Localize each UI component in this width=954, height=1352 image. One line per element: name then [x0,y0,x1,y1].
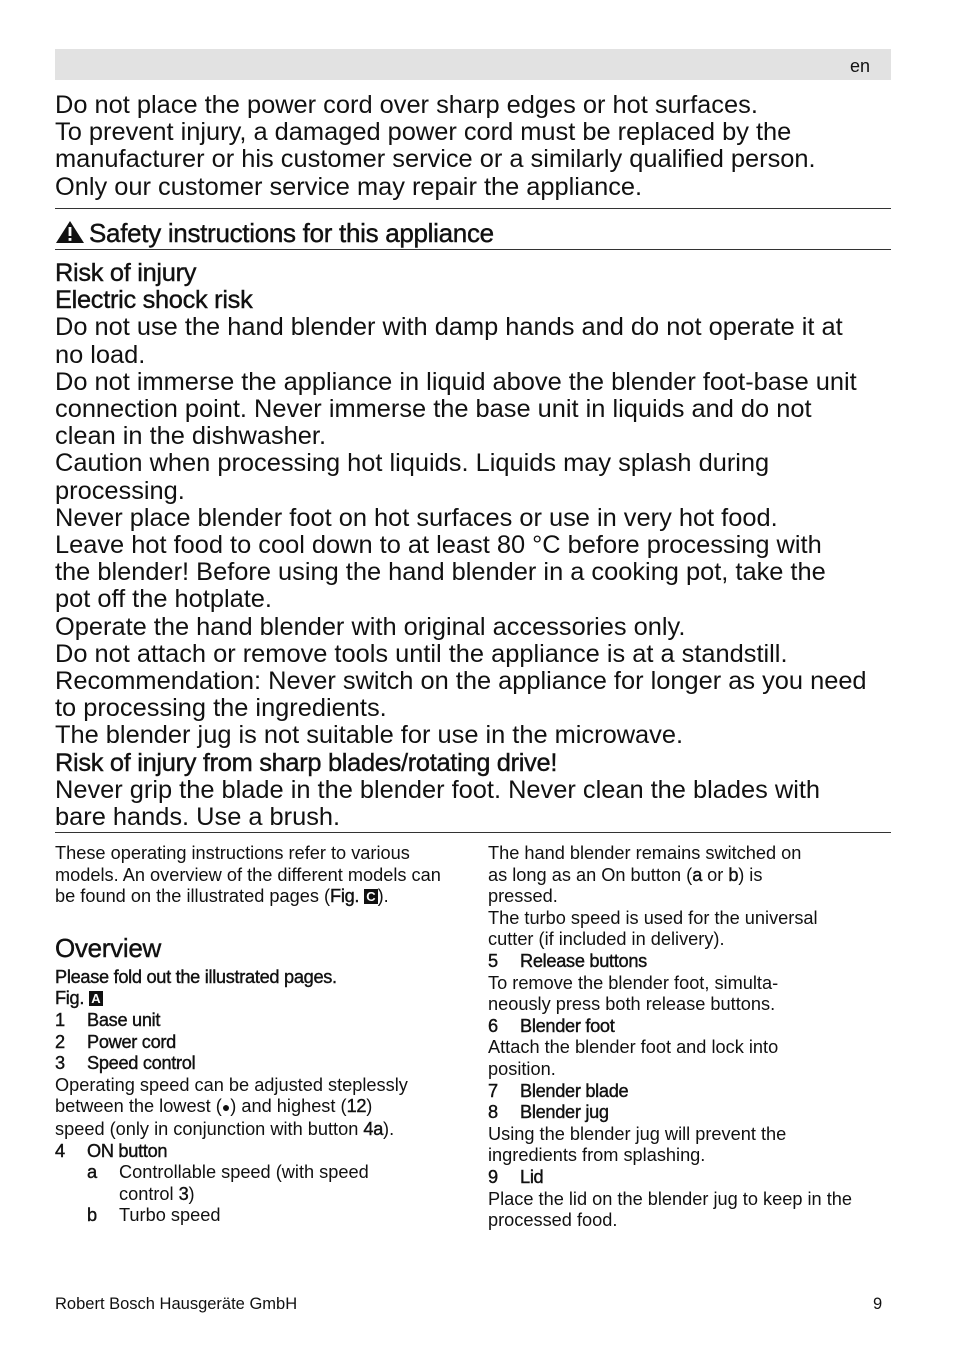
list-item: 5 Release buttons [488,950,647,971]
intro-paragraph: To prevent injury, a damaged power cord must be replaced by the manufacturer or his customer service or a similarly qualified person. [55,118,816,174]
risk-injury-heading: Risk of injury [55,259,197,287]
sub-item: b Turbo speed [87,1205,221,1226]
figure-letter-badge: C [366,889,376,905]
item-desc: Place the lid on the blender jug to keep in the processed food. [488,1188,853,1231]
header-bar [55,49,891,80]
figure-ref: Fig. A [55,988,101,1009]
intro-paragraph: Do not place the power cord over sharp edges or hot surfaces. [55,91,758,119]
list-item: 9 Lid [488,1166,544,1187]
list-item: 3 Speed control [55,1053,196,1074]
overview-title: Overview [55,932,161,963]
safety-paragraph: Do not use the hand blender with damp hands and do not operate it at no load. [55,313,843,369]
item-desc: Using the blender jug will prevent the ingredients from splashing. [488,1123,787,1166]
divider [55,249,891,250]
blades-paragraph: Never grip the blade in the blender foot. Never clean the blades with bare hands. Use a brush. [55,775,821,832]
list-item: 7 Blender blade [488,1080,629,1101]
warning-triangle-icon [55,220,89,250]
item-desc: Attach the blender foot and lock into position. [488,1037,779,1079]
list-item: 8 Blender jug [488,1102,609,1123]
safety-section [55,260,891,831]
intro-paragraph: Only our customer service may repair the appliance. [55,172,643,201]
divider [55,832,891,833]
left-column [55,843,475,1227]
footer-company: Robert Bosch Hausgeräte GmbH [55,1295,298,1313]
safety-paragraph: Do not attach or remove tools until the appliance is at a standstill. [55,639,788,668]
safety-paragraph: Operate the hand blender with original accessories only. [55,612,686,641]
safety-heading-text: Safety instructions for this appliance [89,218,494,248]
safety-paragraph: Never place blender foot on hot surfaces or use in very hot food. Leave hot food to cool down to at least 80 °C before processing with the blender! Before using the hand blender in a cooking pot, take the pot off the hotplate. [55,503,826,614]
models-note: These operating instructions refer to various models. An overview of the different models can be found on the illustrated pages (Fig. C ). [55,843,441,907]
figure-letter-badge: A [91,991,101,1007]
on-button-desc: The hand blender remains switched on as long as an On button (a or b) is pressed. [488,843,802,907]
list-item: 2 Power cord [55,1031,176,1052]
blades-heading: Risk of injury from sharp blades/rotating drive! [55,748,558,777]
item-desc: To remove the blender foot, simulta-neously press both release buttons. [488,972,779,1015]
sub-item: a Controllable speed (with speed control 3) [87,1162,369,1204]
safety-paragraph: Recommendation: Never switch on the appliance for longer as you need to processing the ingredients. [55,667,867,723]
divider [55,208,891,209]
fold-out-note: Please fold out the illustrated pages. [55,966,337,987]
intro-section [55,92,891,201]
electric-shock-heading: Electric shock risk [55,286,253,315]
safety-paragraph: Caution when processing hot liquids. Liquids may splash during processing. [55,449,770,505]
right-column [488,843,898,1232]
page-number: 9 [873,1295,883,1313]
list-item: 4 ON button [55,1140,168,1161]
list-item: 6 Blender foot [488,1015,615,1036]
safety-paragraph: Do not immerse the appliance in liquid above the blender foot-base unit connection point. Never immerse the base unit in liquids and do not clean in the dishwasher. [55,367,857,451]
safety-heading [55,218,891,248]
safety-paragraph: The blender jug is not suitable for use in the microwave. [55,721,684,750]
turbo-desc: The turbo speed is used for the universal cutter (if included in delivery). [488,907,818,950]
language-code: en [849,56,870,76]
speed-control-desc: Operating speed can be adjusted steplessly between the lowest (●) and highest (12) speed (only in conjunction with button 4a). [55,1074,408,1139]
list-item: 1 Base unit [55,1009,161,1030]
